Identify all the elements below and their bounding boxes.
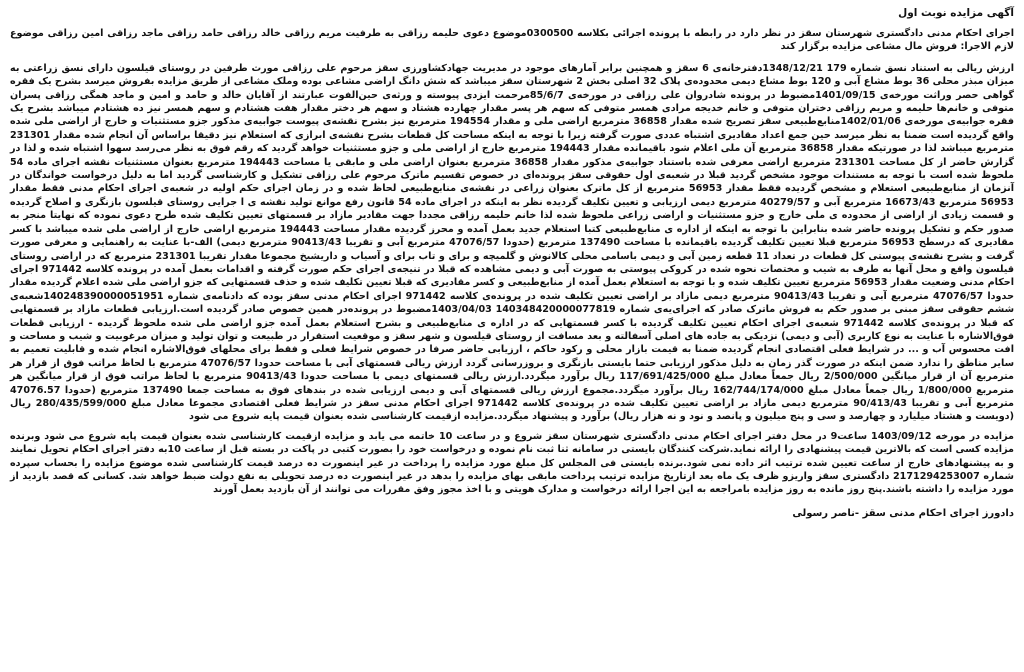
- valuation-paragraph: ارزش ریالی به استناد نسق شماره 179 1348/12/21دفترخانه‌ی 6 سقز و همچنین برابر آمارهای موجود در مدیریت جهادکشاورزی سقز مرحوم علی رزاقی مورث طرفین در روستای قیلسون دارای نسق زراعتی به میزان مبذر محلی 36 بوط مشاع آبی و 120 بوط مشاع دیمی محدوده‌ی پلاک 32 اصلی بخش 2 شهرستان سقز میباشد که شش دانگ اراضی مشاعی بوده وملک مشاعی از طریق مزایده بفروش میرسد بشرح یک فقره گواهی حصر وراثت مورخه‌ی 1401/09/15مضبوط در پرونده شادروان علی رزاقی در مورخه‌ی 85/6/7مرحمت ایزدی پیوسته و ورثه‌ی حین‌الفوت عبارتند از آقایان خالد و حامد و امین و ماجد همگی رزاقی پسران متوفی و خانم‌ها حلیمه و مریم رزاقی دختران متوفی و خانم خدیجه مرادی همسر متوفی که سهم هر پسر مقدار چهارده هشتاد و سهم هر دختر مقدار هفت هشتادم و سهم همسر نیز ده هشتادم میباشد بشرح یک فقره جوابیه‌ی مورخه‌ی 1402/01/06منابع‌طبیعی سقز تصریح شده مقدار 36858 مترمربع اراضی ملی و مقدار 194554 مترمربع نیز بشرح نقشه‌ی پیوست جوابیه‌ی مذکور جزو مستثنیات و خارج از اراضی ملی شده واقع گردیده است ضمنا به نظر میرسد حین جمع اعداد مقادیری اشتباه عددی صورت گرفته زیرا با توجه به اینکه مساحت کل قطعات بشرح نقشه‌ی ابرازی که استعلام نیز دقیقا براساس آن انجام شده مقدار 231301 مترمربع میباشد لذا در صورتیکه مقدار 36858 مترمربع آن ملی اعلام شود باقیمانده مقدار 194443 مترمربع خارج از اراضی ملی و جزو مستثنیات خواهد گردید که رقم فوق به نظر می‌رسد سهوا اشتباه شده و لذا در گزارش حاضر از کل مساحت 231301 مترمربع اراضی معرفی شده باستناد جوابیه‌ی مذکور مقدار 36858 مترمربع بعنوان اراضی ملی و مابقی یا مساحت 194443 مترمربع بعنوان مستثنیات نقشه اجرای ماده 54 ملحوظ شده است با توجه به مستندات موجود مشخص گردید قبلا در شعبه‌ی اول حقوقی سقز پرونده‌ای در خصوص تقسیم ماترک مرحوم علی رزاقی تشکیل و کارشناسی گردید اما به دلیل درخواست خواندگان در آنزمان از منابع‌طبیعی استعلام و مشخص گردیده فقط مقدار 56953 مترمربع از کل ماترک بعنوان زراعی در نقشه‌ی منابع‌طبیعی لحاظ شده و در زمان اجرای حکم اولیه در شعبه‌ی اجرای احکام مدنی فقط مقدار 56953 مترمربع 16673/43 مترمربع آبی و 40279/57 مترمربع دیمی ارزیابی و تعیین تکلیف گردیده نظر به اینکه در اجرای ماده 54 قانون رفع موانع تولید نقشه ی ا جرایی روستای قیلسون بازنگری و اصلاح گردیده و قسمت زیادی از اراضی از محدوده ی ملی خارج و جزو مستثنیات و اراضی زراعی ملحوظ شده لذا خانم حلیمه رزاقی مجددا جهت مقادیر مازاد بر قسمتهای تعیین تکلیف شده طرح دعوی نموده که نهایتا منجر به صدور حکم و تشکیل پرونده حاضر شده بنابراین با توجه به اینکه از اداره ی منابع‌طبیعی کتبا استعلام جدید بعمل آمده و محرز گردیده مقدار مساحت 194443 مترمربع اراضی خارج از اراضی ملی شده میباشد با کسر مقادیری که درسطح 56953 مترمربع قبلا تعیین تکلیف گردیده باقیمانده با مساحت 137490 مترمربع (حدودا 47076/57 مترمربع آبی و تقریبا 90413/43 مترمربع دیمی) الف-با عنایت به راهنمایی و معرفی صورت گرفت و بشرح نقشه‌ی پیوستی کل قطعات در تعداد 11 قطعه زمین آبی و دیمی باسامی محلی کالانوش و گلمیچه و برای و تاب برای و آسیاب و داریشیخ مجموعا مقدار تقریبا 231301 مترمربع که در اراضی روستای قیلسون واقع و محل آنها به طرف به شیب و مختصات نحوه شده در کروکی پیوستی به صورت آبی و دیمی مشاهده که قبلا در تنیجه‌ی اجرای حکم صورت گرفته و اقدامات بعمل آمده در پرونده کلاسه 971442 اجرای احکام مدنی وضعیت مقدار 56953 مترمربع تعیین تکلیف شده و با توجه به استعلام بعمل آمده از منابع‌طبیعی و کسر مقادیری که قبلا تعیین تکلیف شده و حذف قسمتهایی که جزو اراضی ملی شده اعلام گردیده مقدار حدودا 47076/57 مترمربع آبی و تقریبا 90413/43 مترمربع دیمی مازاد بر اراضی تعیین تکلیف شده در پرونده‌ی کلاسه 971442 اجرای احکام مدنی سقز بوده که دادنامه‌ی شماره 140248390000051951شعبه‌ی ششم حقوقی سقز مبنی بر صدور حکم به فروش ماترک صادر که اجرای‌یه‌ی شماره 140348420000077819 1403/04/03مضبوط در پرونده‌در همین خصوص صادر گردیده است.ارزیابی قطعات مازاد بر قسمتهایی که قبلا در پرونده‌ی کلاسه 971442 شعبه‌ی اجرای احکام تعیین تکلیف گردیده با کسر قسمتهایی که در اداره ی منابع‌طبیعی و بشرح استعلام بعمل آمده جزو اراضی ملی شده ملحوظ گردیده - ارزیابی قطعات فوق‌الاشاره با عنایت به نوع کاربری (آبی و دیمی) نزدیکی به جاده های اصلی آسفالته و بعد مسافت از روستای قیلسون و شهر سقز و موقعیت استقرار در طبیعت و توان تولید و میزان مرغوبیت و شیب و مساحت و افت محسوس آب و ... در شرایط فعلی اقتصادی انجام گردیده ضمنا به قیمت بازار محلی و رکود حاکم ، ارزیابی حاضر صرفا در خصوص شرایط فعلی و فقط برای محلهای فوق‌الاشاره انجام شده و قابلیت تعمیم به سایر مناطق را ندارد ضمن اینکه در صورت گذر زمان به دلیل مذکور ارزیابی حتما بایستی بازنگری و بروزرسانی گردد ارزش ریالی قسمتهای آبی با مساحت حدودا 47076/57 مترمربع با لحاظ مراتب فوق از قرار هر مترمربع آن از قرار میانگین 2/500/000 ریال جمعاً معادل مبلغ 117/691/425/000 ریال برآورد میگردد.ارزش ریالی قسمتهای دیمی با مساحت حدودا 90413/43 مترمربع با لحاظ مراتب فوق از قرار میانگین هر مترمربع 1/800/000 ریال جمعاً معادل مبلغ 162/744/174/000 ریال برآورد میگردد.مجموع ارزش ریالی قسمتهای آبی و دیمی ارزیابی شده در بندهای فوق به مساحت جمعا 137490 مترمربع (حدودا 47076.57 مترمربع آبی و تقریبا 90/413/43 مترمربع دیمی مازاد بر اراضی تعیین تکلیف شده در پرونده‌ی کلاسه 971442 اجرای احکام مدنی سقز در شرایط فعلی اقتصادی مجموعا معادل مبلغ 280/435/599/000 ریال (دویست و هشتاد میلیارد و چهارصد و سی و پنج میلیون و پانصد و نود و نه هزار ریال) برآورد و پیشنهاد میگردد.مزایده ازقیمت کارشناسی شده بعنوان قیمت پایه شروع می شود: [10, 62, 1015, 423]
- auction-terms-paragraph: مزایده در مورخه 1403/09/12 ساعت9 در محل دفتر اجرای احکام مدنی دادگستری شهرستان سقز شروع و در ساعت 10 خاتمه می یابد و مزایده ازقیمت کارشناسی شده بعنوان قیمت پایه شروع می شود وبرنده مزایده کسی است که بالاترین قیمت پیشنهادی را ارائه نماید.شرکت کنندگان بایستی در سامانه ثنا ثبت نام نموده و درخواست خود را بصورت کتبی در پاکت در بسته قبل از ساعت 10به دفتر اجرای احکام تحویل نمایند و به پیشنهادهای خارج از ساعت تعیین شده ترتیب اثر داده نمی شود.برنده بایستی فی المجلس کل مبلغ مورد مزایده را پرداخت در غیر اینصورت ده درصد قیمت کارشناسی شده موضوع مزایده را بحساب سپرده شماره 2171294253007 دادگستری سقز واریزو ظرف یک ماه بعد ازتاریخ مزایده ترتیب پرداخت مابقی بهای مزایده را بدهد در غیر اینصورت ده درصد تحویلی به نفع دولت ضبط خواهد شد. کسانی که قصد بازدید از مورد مزایده را داشته باشند.پنج روز مانده به روز مزایده بامراجعه به این اجرا ارائه درخواست و مدارک هویتی و با اخذ مجوز وفق مقررات می توانند از آن بازدید بعمل آورند: [10, 430, 1014, 496]
- notice-title: آگهی مزایده نوبت اول: [898, 7, 1014, 19]
- signature-line: دادورز اجرای احکام مدنی سقز -ناصر رسولی: [792, 507, 1014, 519]
- intro-paragraph: اجرای احکام مدنی دادگستری شهرستان سقز در نظر دارد در رابطه با پرونده اجرائی بکلاسه 0300500موضوع دعوی حلیمه رزاقی به طرفیت مریم رزاقی خالد رزاقی حامد رزاقی ماجد رزاقی امین رزاقی موضوع لازم الاجرا: فروش مال مشاعی مزایده برگزار کند: [10, 28, 1014, 53]
